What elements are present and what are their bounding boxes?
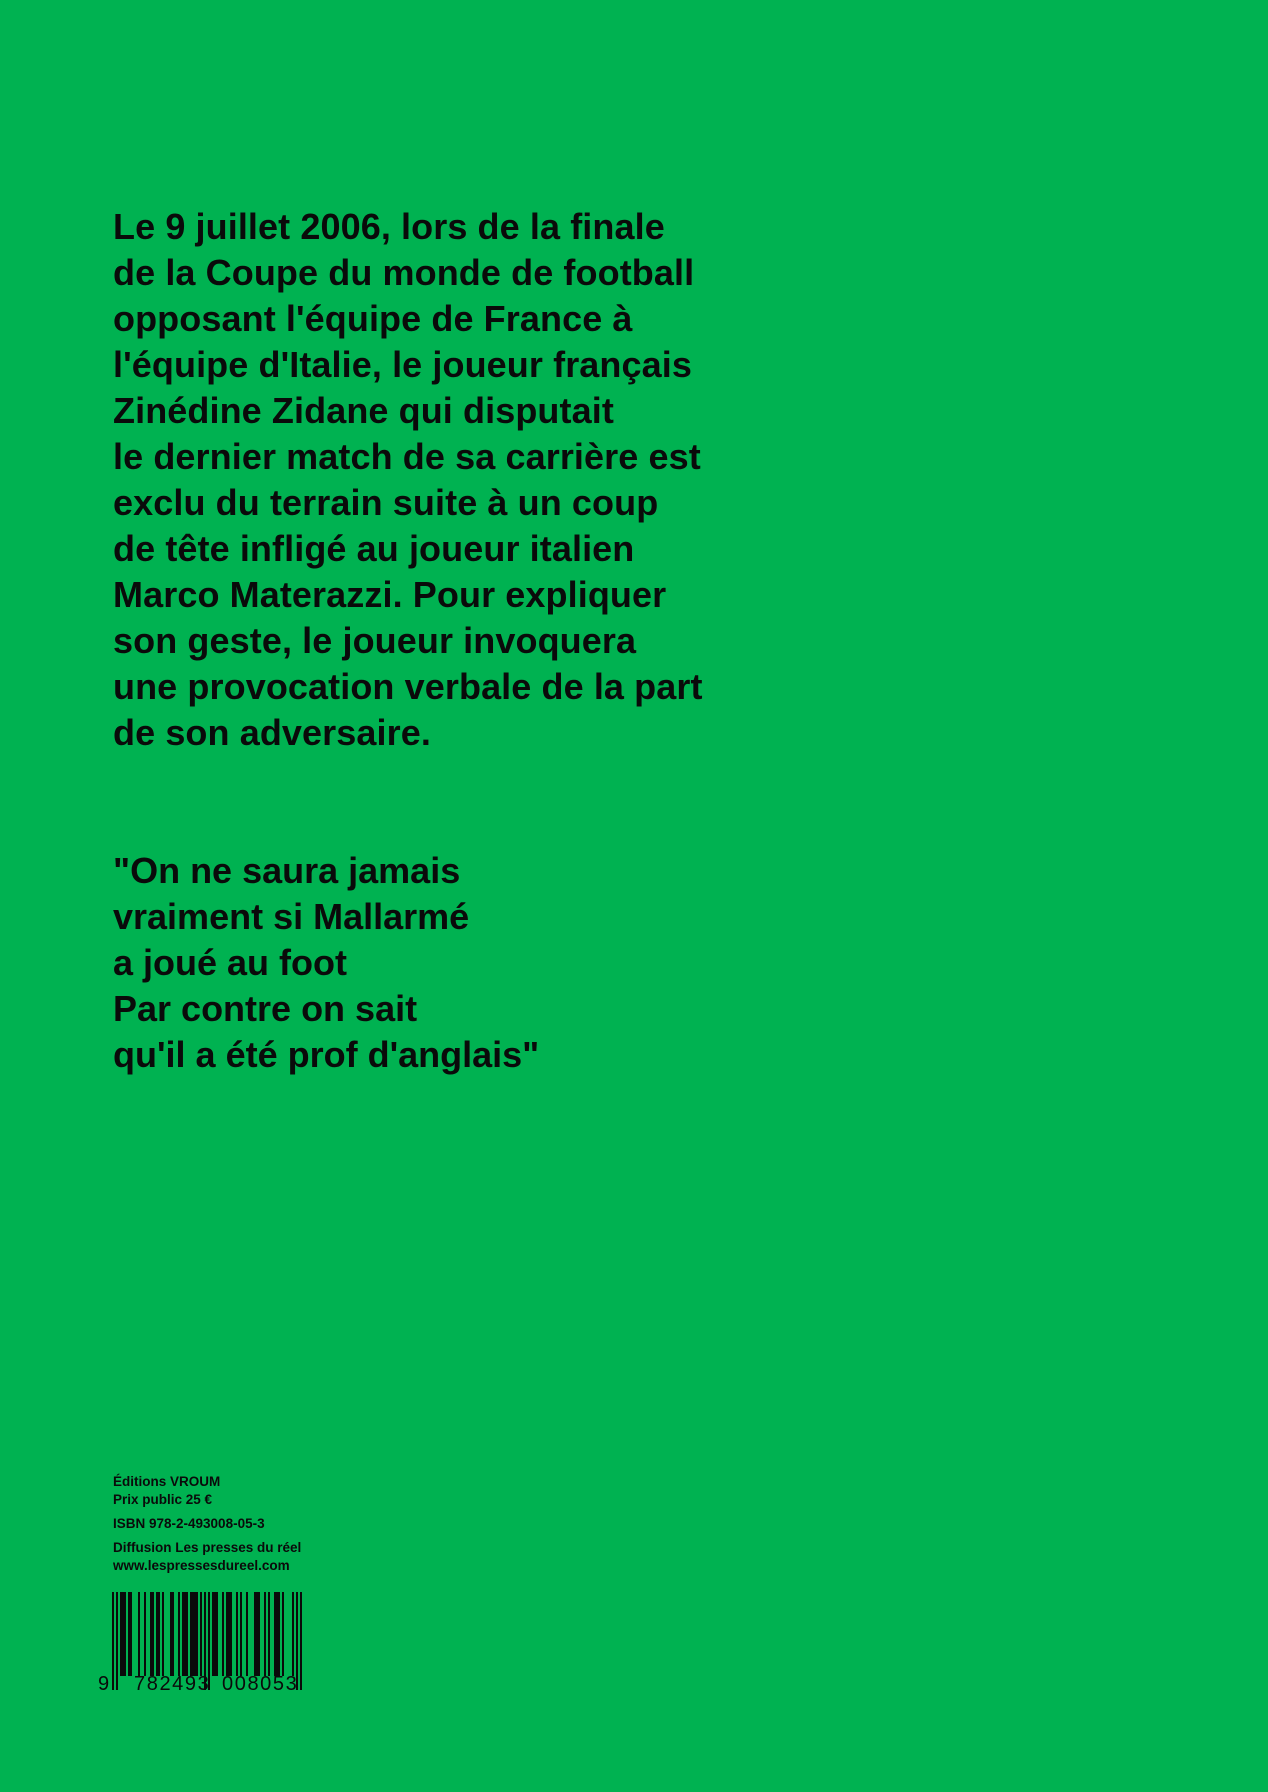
barcode-bar bbox=[162, 1592, 164, 1676]
barcode-bar bbox=[228, 1592, 230, 1676]
barcode-bar bbox=[200, 1592, 202, 1676]
barcode-bar bbox=[240, 1592, 242, 1676]
barcode-bar bbox=[158, 1592, 160, 1676]
synopsis-paragraph bbox=[113, 204, 703, 756]
barcode-bar bbox=[196, 1592, 198, 1676]
publisher-name: Éditions VROUM bbox=[113, 1474, 221, 1489]
barcode-bar bbox=[138, 1592, 140, 1676]
synopsis-line: le dernier match de sa carrière est bbox=[113, 436, 701, 477]
barcode-bar bbox=[124, 1592, 126, 1676]
barcode-bar bbox=[156, 1592, 158, 1676]
barcode-bar bbox=[212, 1592, 214, 1676]
synopsis-line: Zinédine Zidane qui disputait bbox=[113, 390, 614, 431]
barcode-bar bbox=[254, 1592, 256, 1676]
barcode-bar bbox=[170, 1592, 172, 1676]
barcode-guard-bar bbox=[116, 1592, 118, 1690]
barcode-bar bbox=[214, 1592, 216, 1676]
barcode-bar bbox=[192, 1592, 194, 1676]
barcode-bar bbox=[268, 1592, 270, 1676]
barcode-bar bbox=[274, 1592, 276, 1676]
isbn-label: ISBN 978-2-493008-05-3 bbox=[113, 1516, 265, 1531]
barcode-bar bbox=[150, 1592, 152, 1676]
barcode-bar bbox=[278, 1592, 280, 1676]
barcode-bar bbox=[246, 1592, 248, 1676]
synopsis-line: opposant l'équipe de France à bbox=[113, 298, 633, 339]
barcode-bar bbox=[282, 1592, 284, 1676]
barcode-bar bbox=[128, 1592, 130, 1676]
barcode-bar bbox=[186, 1592, 188, 1676]
barcode-digits-right: 008053 bbox=[222, 1673, 299, 1695]
barcode-bar bbox=[184, 1592, 186, 1676]
synopsis-line: de la Coupe du monde de football bbox=[113, 252, 695, 293]
barcode-bar bbox=[130, 1592, 132, 1676]
synopsis-line: une provocation verbale de la part bbox=[113, 666, 703, 707]
distribution-block bbox=[113, 1539, 301, 1575]
barcode-bar bbox=[194, 1592, 196, 1676]
barcode-digit-first: 9 bbox=[98, 1673, 110, 1695]
quote-line: "On ne saura jamais bbox=[113, 850, 461, 891]
barcode-bar bbox=[236, 1592, 238, 1676]
barcode-bar bbox=[120, 1592, 122, 1676]
barcode-bar bbox=[182, 1592, 184, 1676]
barcode-bar bbox=[190, 1592, 192, 1676]
quote-line: a joué au foot bbox=[113, 942, 347, 983]
barcode-bar bbox=[264, 1592, 266, 1676]
barcode-guard-bar bbox=[112, 1592, 114, 1690]
barcode-bar bbox=[122, 1592, 124, 1676]
barcode-bar bbox=[258, 1592, 260, 1676]
isbn-block bbox=[113, 1515, 265, 1533]
barcode-bar bbox=[292, 1592, 294, 1676]
distribution-label: Diffusion Les presses du réel bbox=[113, 1540, 302, 1555]
price-label: Prix public 25 € bbox=[113, 1492, 213, 1507]
quote-line: qu'il a été prof d'anglais" bbox=[113, 1034, 540, 1075]
barcode-bar bbox=[152, 1592, 154, 1676]
synopsis-line: son geste, le joueur invoquera bbox=[113, 620, 637, 661]
barcode-bar bbox=[222, 1592, 224, 1676]
barcode-bar bbox=[172, 1592, 174, 1676]
barcode-bar bbox=[144, 1592, 146, 1676]
publisher-block bbox=[113, 1473, 220, 1509]
barcode-bar bbox=[226, 1592, 228, 1676]
barcode-bar bbox=[230, 1592, 232, 1676]
website-label: www.lespressesdureel.com bbox=[113, 1558, 290, 1573]
barcode-bar bbox=[256, 1592, 258, 1676]
synopsis-line: l'équipe d'Italie, le joueur français bbox=[113, 344, 692, 385]
barcode-digits-left: 782493 bbox=[134, 1673, 211, 1695]
quote-line: Par contre on sait bbox=[113, 988, 418, 1029]
barcode-bar bbox=[178, 1592, 180, 1676]
synopsis-line: Le 9 juillet 2006, lors de la finale bbox=[113, 206, 665, 247]
synopsis-line: Marco Materazzi. Pour expliquer bbox=[113, 574, 667, 615]
synopsis-line: de tête infligé au joueur italien bbox=[113, 528, 635, 569]
barcode-bar bbox=[216, 1592, 218, 1676]
quote-block bbox=[113, 848, 539, 1078]
synopsis-line: exclu du terrain suite à un coup bbox=[113, 482, 659, 523]
synopsis-line: de son adversaire. bbox=[113, 712, 431, 753]
barcode-bar bbox=[276, 1592, 278, 1676]
barcode-guard-bar bbox=[300, 1592, 302, 1690]
quote-line: vraiment si Mallarmé bbox=[113, 896, 470, 937]
